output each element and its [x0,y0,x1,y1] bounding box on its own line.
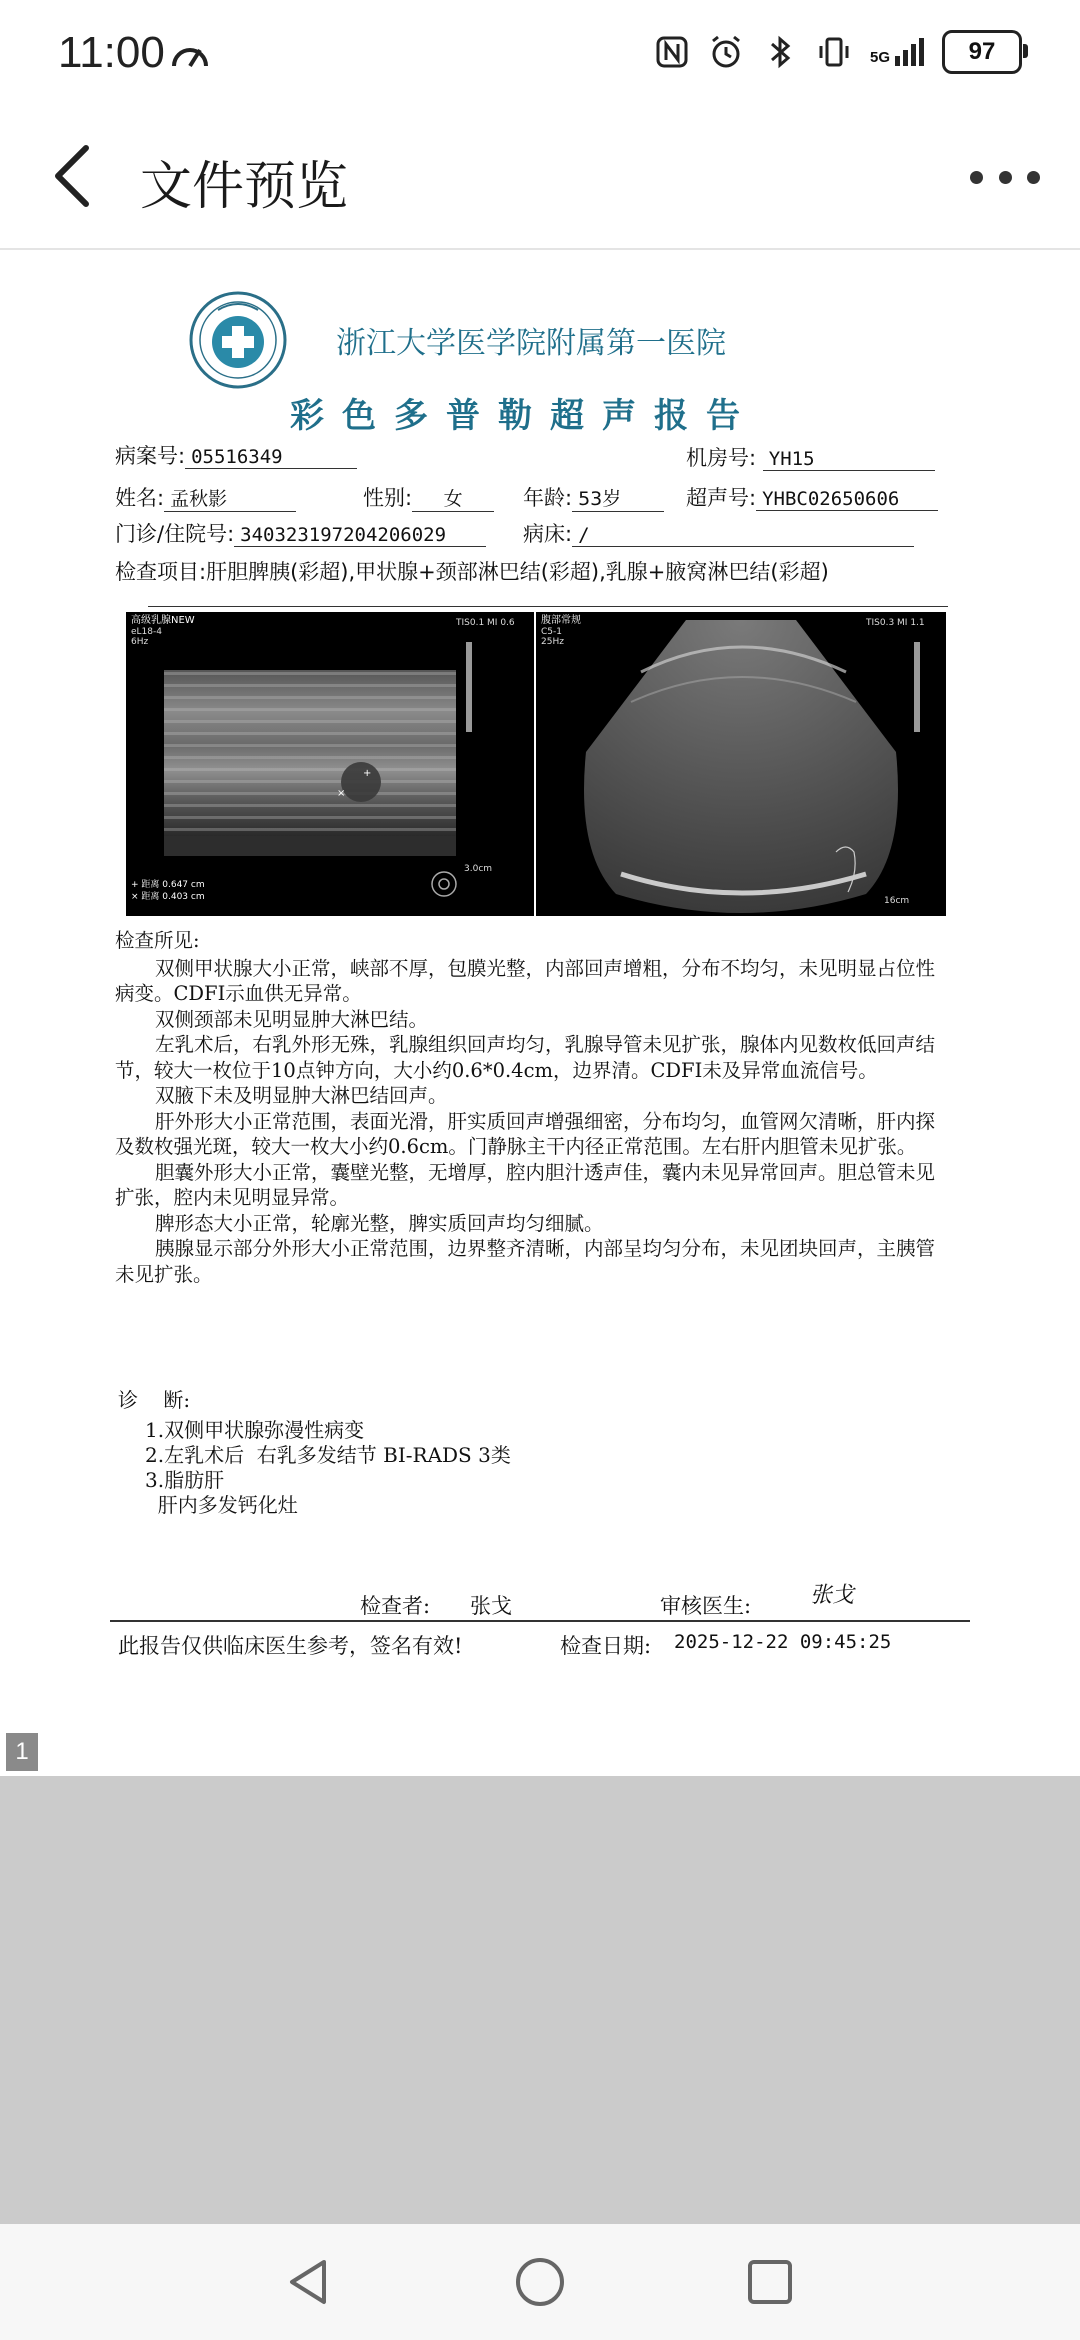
room-label: 机房号: [686,446,757,470]
exam-date-label: 检查日期: [560,1634,652,1658]
examiner-label: 检查者: [360,1594,431,1618]
finding-paragraph: 双侧颈部未见明显肿大淋巴结。 [155,1007,429,1031]
finding-paragraph: 双腋下未及明显肿大淋巴结回声。 [155,1084,448,1107]
left-image-depth: 3.0cm [464,864,493,874]
report-title: 彩色多普勒超声报告 [290,396,758,436]
svg-text:×: × [337,788,346,799]
patient-id-value: 340323197204206029 [234,524,486,547]
ultrasound-image-right [536,612,946,916]
bed-label: 病床: [523,522,573,546]
us-number-label: 超声号: [686,486,757,510]
right-image-depth: 16cm [884,896,910,906]
exam-underline [148,606,948,607]
svg-text:+: + [363,768,372,779]
battery-indicator: 97 [942,30,1022,74]
left-image-probe: eL18-4 [131,627,162,637]
app-header [0,100,1080,250]
diagnosis-label: 诊 断: [118,1388,191,1412]
sex-label: 性别: [363,486,413,510]
case-number-value: 05516349 [185,446,357,469]
diagnosis-item: 1.双侧甲状腺弥漫性病变 [145,1418,365,1442]
nfc-icon [654,34,690,70]
finding-paragraph: 左乳术后，右乳外形无殊，乳腺组织回声均匀，乳腺导管未见扩张，腺体内见数枚低回声结节，较大一枚位于10点钟方向，大小约0.6*0.4cm，边界清。CDFI未及异常血流信号。 [115,1033,936,1082]
hospital-name: 浙江大学医学院附属第一医院 [336,326,726,361]
system-nav-bar [0,2224,1080,2340]
exam-items-field [115,556,829,586]
right-image-freq: 25Hz [541,637,564,647]
reviewer-label: 审核医生: [660,1594,752,1618]
signal-icon [870,38,924,66]
left-image-measure-2: × 距离 0.403 cm [131,892,205,902]
bluetooth-icon [762,34,798,70]
page-number-badge: 1 [6,1733,38,1771]
diagnosis-item: 肝内多发钙化灶 [145,1493,298,1517]
finding-paragraph: 肝外形大小正常范围，表面光滑，肝实质回声增强细密，分布均匀，血管网欠清晰，肝内探及数枚强光斑，较大一枚大小约0.6cm。门静脉主干内径正常范围。左右肝内胆管未见扩张。 [115,1109,936,1158]
findings-section [115,928,945,1287]
sex-value: 女 [412,484,494,512]
right-image-preset: 腹部常规 [541,615,581,626]
left-image-tis: TIS0.1 MI 0.6 [456,618,515,628]
finding-paragraph: 胆囊外形大小正常，囊壁光整，无增厚，腔内胆汁透声佳，囊内未见异常回声。胆总管未见扩张，腔内未见明显异常。 [115,1160,936,1209]
speed-icon [170,36,210,72]
left-image-preset: 高级乳腺NEW [131,615,195,626]
room-value: YH15 [763,448,935,471]
name-label: 姓名: [115,486,165,510]
ultrasound-image-left [126,612,534,916]
patient-id-label: 门诊/住院号: [115,522,235,546]
us-number-value: YHBC02650606 [756,488,938,511]
name-field [115,482,296,512]
status-bar [0,0,1080,100]
footer-divider [110,1620,970,1622]
more-options-button[interactable] [970,152,1040,202]
diagnosis-item: 2.左乳术后 右乳多发结节 BI-RADS 3类 [145,1443,511,1467]
nav-back-button[interactable] [282,2254,338,2310]
bed-value: / [572,524,914,547]
status-icons [654,30,1022,74]
network-label: 5G [869,49,890,66]
findings-label: 检查所见: [115,929,200,952]
exam-items-label: 检查项目: [115,560,207,584]
right-image-tis: TIS0.3 MI 1.1 [866,618,925,628]
name-value: 孟秋影 [164,484,296,512]
case-number-label: 病案号: [115,444,186,468]
page-gap-area [0,1776,1080,2224]
disclaimer: 此报告仅供临床医生参考，签名有效! [118,1634,463,1658]
bed-field [523,518,914,548]
exam-items-value: 肝胆脾胰(彩超),甲状腺+颈部淋巴结(彩超),乳腺+腋窝淋巴结(彩超) [206,560,829,584]
age-label: 年龄: [523,486,573,510]
finding-paragraph: 双侧甲状腺大小正常，峡部不厚，包膜光整，内部回声增粗，分布不均匀，未见明显占位性病变。CDFI示血供无异常。 [115,956,936,1005]
vibrate-icon [816,34,852,70]
diagnosis-item: 3.脂肪肝 [145,1468,225,1492]
page-title: 文件预览 [140,157,349,217]
nav-home-button[interactable] [512,2254,568,2310]
age-value: 53岁 [572,484,664,512]
left-image-freq: 6Hz [131,637,149,647]
room-field [686,442,935,472]
finding-paragraph: 胰腺显示部分外形大小正常范围，边界整齐清晰，内部呈均匀分布，未见团块回声，主胰管未见扩张。 [115,1237,936,1286]
hospital-logo [188,290,288,390]
sex-field [363,482,494,512]
nav-recents-button[interactable] [742,2254,798,2310]
exam-date-value: 2025-12-22 09:45:25 [674,1631,892,1653]
finding-paragraph: 脾形态大小正常，轮廓光整，脾实质回声均匀细腻。 [155,1211,604,1235]
back-button[interactable] [40,138,110,214]
examiner-name: 张戈 [470,1594,512,1618]
left-image-measure-1: + 距离 0.647 cm [131,880,205,890]
patient-id-field [115,518,486,548]
us-number-field [686,482,938,512]
reviewer-signature: 张戈 [810,1583,855,1608]
right-image-probe: C5-1 [541,627,562,637]
case-number-field [115,440,357,470]
age-field [523,482,664,512]
alarm-icon [708,34,744,70]
status-time: 11:00 [58,28,165,77]
